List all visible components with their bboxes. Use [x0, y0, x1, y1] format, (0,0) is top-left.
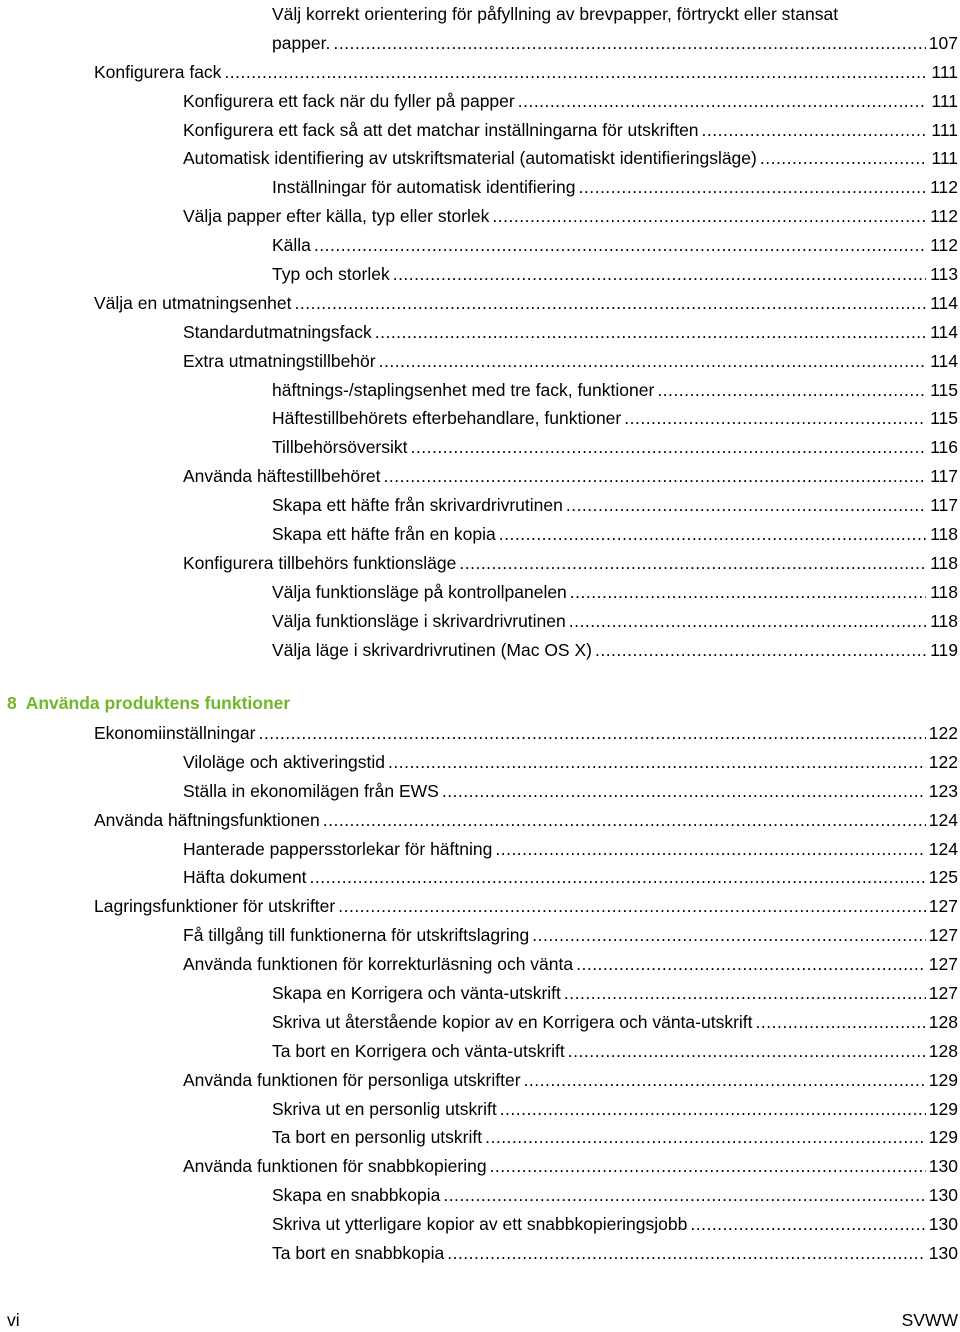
toc-entry-level-2[interactable]	[0, 116, 960, 145]
toc-entry-text: Skapa en snabbkopia	[272, 1185, 441, 1206]
toc-leader-dots	[702, 116, 926, 145]
toc-leader-dots	[295, 289, 927, 318]
toc-entry-level-3[interactable]	[0, 1181, 960, 1210]
toc-leader-dots	[579, 173, 927, 202]
toc-page-number: 107	[928, 32, 958, 53]
toc-entry-text: Välja en utmatningsenhet	[94, 292, 292, 313]
toc-page-number: 111	[931, 148, 958, 169]
toc-page-number: 112	[930, 177, 958, 198]
toc-page-number: 112	[930, 235, 958, 256]
chapter-heading[interactable]	[7, 689, 290, 717]
toc-entry-text: Konfigurera ett fack så att det matchar inställningarna för utskriften	[183, 119, 699, 140]
toc-leader-dots	[595, 636, 926, 665]
toc-leader-dots	[518, 87, 926, 116]
toc-entry-level-2[interactable]	[0, 549, 960, 578]
toc-leader-dots	[443, 1181, 926, 1210]
toc-page-number: 130	[928, 1243, 958, 1264]
toc-leader-dots	[564, 979, 926, 1008]
toc-page-number: 118	[930, 524, 958, 545]
toc-entry-text: Konfigurera tillbehörs funktionsläge	[183, 552, 457, 573]
toc-page-number: 112	[930, 206, 958, 227]
toc-entry-level-2[interactable]	[0, 748, 960, 777]
toc-entry-level-3[interactable]	[0, 231, 960, 260]
toc-entry-text: Skapa en Korrigera och vänta-utskrift	[272, 983, 561, 1004]
toc-leader-dots	[384, 462, 927, 491]
toc-leader-dots	[690, 1210, 926, 1239]
toc-leader-dots	[459, 549, 926, 578]
toc-page-number: 128	[928, 1040, 958, 1061]
toc-page-number: 113	[930, 264, 958, 285]
toc-entry-text: Konfigurera ett fack när du fyller på papper	[183, 90, 515, 111]
toc-page-number: 114	[930, 350, 958, 371]
toc-entry-text: Skriva ut återstående kopior av en Korrigera och vänta-utskrift	[272, 1011, 753, 1032]
toc-entry-level-2[interactable]	[0, 921, 960, 950]
toc-leader-dots	[566, 491, 926, 520]
toc-entry-text: Automatisk identifiering av utskriftsmaterial (automatiskt identifieringsläge)	[183, 148, 757, 169]
toc-leader-dots	[569, 607, 926, 636]
toc-leader-dots	[442, 777, 926, 806]
toc-entry-text: Få tillgång till funktionerna för utskriftslagring	[183, 925, 530, 946]
toc-entry-level-2[interactable]	[0, 202, 960, 231]
toc-entry-text: Ekonomiinställningar	[94, 723, 256, 743]
toc-entry-level-3[interactable]	[0, 1037, 960, 1066]
toc-entry-text: Skapa ett häfte från en kopia	[272, 524, 496, 545]
toc-leader-dots	[393, 260, 926, 289]
toc-page-number: 130	[928, 1156, 958, 1177]
toc-entry-text: Välja funktionsläge i skrivardrivrutinen	[272, 610, 566, 631]
toc-leader-dots	[532, 921, 926, 950]
toc-entry-wrapped-continuation[interactable]	[0, 29, 960, 58]
toc-entry-level-3[interactable]	[0, 578, 960, 607]
toc-entry-level-1[interactable]	[0, 806, 960, 835]
toc-page-number: 115	[930, 379, 958, 400]
toc-entry-level-3[interactable]	[0, 260, 960, 289]
toc-entry-text: Använda häftningsfunktionen	[94, 809, 320, 830]
toc-entry-text: Hanterade pappersstorlekar för häftning	[183, 838, 493, 859]
toc-entry-level-3[interactable]	[0, 404, 960, 433]
toc-leader-dots	[495, 835, 926, 864]
toc-entry-text: Använda funktionen för snabbkopiering	[183, 1156, 487, 1177]
toc-entry-level-2[interactable]	[0, 863, 960, 892]
toc-entry-text: Välja funktionsläge på kontrollpanelen	[272, 581, 567, 602]
toc-entry-text: Skapa ett häfte från skrivardrivrutinen	[272, 495, 563, 516]
toc-entry-level-2[interactable]	[0, 347, 960, 376]
toc-entry-text: Standardutmatningsfack	[183, 321, 372, 342]
toc-entry-level-3[interactable]	[0, 1210, 960, 1239]
toc-leader-dots	[570, 578, 926, 607]
toc-page-number: 118	[930, 610, 958, 631]
toc-page-number: 127	[928, 896, 958, 917]
toc-page-number: 127	[928, 925, 958, 946]
toc-entry-level-3[interactable]	[0, 520, 960, 549]
toc-page-number: 129	[928, 1069, 958, 1090]
toc-page-number: 114	[930, 292, 958, 313]
toc-page-number: 117	[930, 466, 958, 487]
toc-leader-dots	[375, 318, 926, 347]
toc-page-number: 127	[928, 983, 958, 1004]
toc-leader-dots	[323, 806, 926, 835]
toc-entry-level-2[interactable]	[0, 835, 960, 864]
toc-leader-dots	[492, 202, 926, 231]
chapter-title: Använda produktens funktioner	[25, 693, 291, 713]
toc-entry-text: Inställningar för automatisk identifiering	[272, 177, 576, 198]
toc-entry-text: Använda funktionen för personliga utskrifter	[183, 1069, 521, 1090]
document-code-footer: SVWW	[901, 1310, 958, 1330]
toc-page-number: 123	[928, 780, 958, 801]
toc-page-number: 122	[928, 751, 958, 772]
toc-entry-text: Häfta dokument	[183, 867, 307, 888]
toc-page-number: 111	[931, 119, 958, 140]
toc-leader-dots	[333, 29, 926, 58]
toc-page-number: 115	[930, 408, 958, 429]
page-number-footer: vi	[7, 1310, 20, 1330]
toc-page-number: 125	[928, 867, 958, 888]
toc-leader-dots	[524, 1066, 926, 1095]
toc-leader-dots	[657, 376, 926, 405]
chapter-number: 8	[7, 693, 17, 713]
toc-entry-level-2[interactable]	[0, 87, 960, 116]
toc-page-number: 118	[930, 552, 958, 573]
toc-entry-level-3[interactable]	[0, 1123, 960, 1152]
toc-leader-dots	[447, 1239, 926, 1268]
toc-entry-level-3[interactable]	[0, 1095, 960, 1124]
toc-entry-text: Typ och storlek	[272, 264, 390, 285]
toc-leader-dots	[756, 1008, 926, 1037]
toc-entry-level-3[interactable]	[0, 376, 960, 405]
toc-entry-level-1[interactable]	[0, 719, 960, 748]
toc-entry-level-2[interactable]	[0, 318, 960, 347]
toc-entry-text: Tillbehörsöversikt	[272, 437, 408, 458]
toc-entry-text: Ta bort en Korrigera och vänta-utskrift	[272, 1040, 565, 1061]
toc-leader-dots	[568, 1037, 926, 1066]
toc-entry-text: Ta bort en personlig utskrift	[272, 1127, 483, 1148]
toc-section-2	[0, 719, 960, 1268]
toc-entry-text: Skriva ut ytterligare kopior av ett snabbkopieringsjobb	[272, 1214, 688, 1235]
toc-leader-dots	[310, 863, 926, 892]
toc-section-1	[0, 0, 960, 664]
toc-entry-text: Skriva ut en personlig utskrift	[272, 1098, 497, 1119]
toc-page-number: 130	[928, 1214, 958, 1235]
toc-entry-text: Välja papper efter källa, typ eller storlek	[183, 206, 490, 227]
toc-page-number: 129	[928, 1098, 958, 1119]
toc-entry-wrapped-first-line[interactable]	[0, 0, 960, 29]
toc-leader-dots	[388, 748, 926, 777]
toc-entry-level-3[interactable]	[0, 1239, 960, 1268]
toc-entry-level-3[interactable]	[0, 1008, 960, 1037]
toc-page-number: 130	[928, 1185, 958, 1206]
toc-entry-list	[0, 719, 960, 1268]
toc-entry-text: Välja läge i skrivardrivrutinen (Mac OS X)	[272, 639, 592, 660]
toc-page-number: 117	[930, 495, 958, 516]
toc-page-number: 122	[928, 723, 958, 743]
toc-entry-level-3[interactable]	[0, 433, 960, 462]
toc-entry-text: Lagringsfunktioner för utskrifter	[94, 896, 336, 917]
toc-leader-dots	[338, 892, 926, 921]
toc-leader-dots	[258, 719, 926, 748]
toc-page-number: 111	[931, 61, 958, 82]
toc-entry-level-2[interactable]	[0, 777, 960, 806]
toc-entry-text: papper.	[272, 32, 331, 53]
toc-entry-level-2[interactable]	[0, 950, 960, 979]
toc-entry-level-3[interactable]	[0, 979, 960, 1008]
toc-leader-dots	[499, 520, 926, 549]
toc-leader-dots	[760, 144, 926, 173]
toc-leader-dots	[485, 1123, 926, 1152]
toc-leader-dots	[500, 1095, 926, 1124]
toc-entry-text: Häftestillbehörets efterbehandlare, funktioner	[272, 408, 622, 429]
toc-entry-text: Källa	[272, 235, 311, 256]
toc-entry-level-2[interactable]	[0, 1066, 960, 1095]
toc-entry-text: Ta bort en snabbkopia	[272, 1243, 445, 1264]
toc-leader-dots	[490, 1152, 926, 1181]
toc-entry-level-3[interactable]	[0, 173, 960, 202]
toc-page-number: 114	[930, 321, 958, 342]
toc-page-number: 116	[930, 437, 958, 458]
toc-page-number: 111	[931, 90, 958, 111]
toc-entry-level-3[interactable]	[0, 607, 960, 636]
toc-leader-dots	[411, 433, 926, 462]
toc-entry-text: Använda funktionen för korrekturläsning och vänta	[183, 954, 574, 975]
toc-entry-text: Viloläge och aktiveringstid	[183, 751, 386, 772]
toc-page-number: 128	[928, 1011, 958, 1032]
toc-leader-dots	[314, 231, 926, 260]
toc-entry-text: Använda häftestillbehöret	[183, 466, 381, 487]
toc-entry-level-2[interactable]	[0, 144, 960, 173]
toc-entry-text: häftnings-/staplingsenhet med tre fack, funktioner	[272, 379, 655, 400]
toc-entry-level-3[interactable]	[0, 636, 960, 665]
toc-entry-level-1[interactable]	[0, 892, 960, 921]
toc-entry-level-1[interactable]	[0, 289, 960, 318]
toc-leader-dots	[624, 404, 926, 433]
toc-entry-level-2[interactable]	[0, 1152, 960, 1181]
toc-page-number: 129	[928, 1127, 958, 1148]
toc-entry-text: Extra utmatningstillbehör	[183, 350, 376, 371]
toc-page-number: 124	[928, 809, 958, 830]
toc-page-number: 118	[930, 581, 958, 602]
toc-leader-dots	[576, 950, 926, 979]
toc-entry-level-2[interactable]	[0, 462, 960, 491]
toc-entry-level-3[interactable]	[0, 491, 960, 520]
toc-entry-text: Välj korrekt orientering för påfyllning av brevpapper, förtryckt eller stansat	[272, 4, 839, 24]
toc-entry-level-1[interactable]	[0, 58, 960, 87]
toc-page-number: 119	[930, 639, 958, 660]
toc-entry-list	[0, 58, 960, 665]
toc-leader-dots	[379, 347, 926, 376]
toc-leader-dots	[224, 58, 926, 87]
toc-entry-text: Ställa in ekonomilägen från EWS	[183, 780, 439, 801]
toc-entry-text: Konfigurera fack	[94, 61, 222, 82]
toc-page-number: 124	[928, 838, 958, 859]
toc-page-number: 127	[928, 954, 958, 975]
